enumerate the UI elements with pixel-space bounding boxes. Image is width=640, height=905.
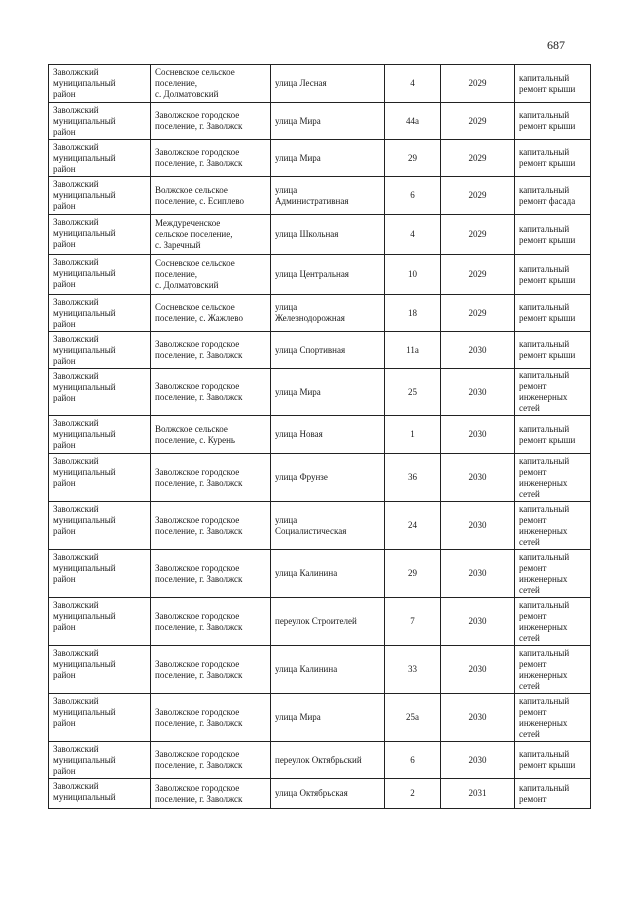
table-row: [49, 65, 591, 103]
house-cell: 4: [385, 65, 441, 103]
work-cell: капитальный ремонт крыши: [515, 215, 591, 255]
table-row: [49, 295, 591, 332]
district-cell: Заволжский муниципальный: [49, 779, 151, 809]
year-cell: 2029: [441, 295, 515, 332]
work-cell: капитальный ремонт крыши: [515, 332, 591, 369]
settlement-cell: Волжское сельское поселение, с. Курень: [151, 416, 271, 454]
house-cell: 25а: [385, 694, 441, 742]
year-cell: 2030: [441, 454, 515, 502]
settlement-cell: Заволжское городское поселение, г. Заволжск: [151, 779, 271, 809]
street-cell: переулок Строителей: [271, 598, 385, 646]
year-cell: 2030: [441, 694, 515, 742]
settlement-cell: Междуреченское сельское поселение, с. Заречный: [151, 215, 271, 255]
work-cell: капитальный ремонт крыши: [515, 103, 591, 140]
table-body: [49, 65, 591, 809]
settlement-cell: Сосневское сельское поселение, с. Долматовский: [151, 255, 271, 295]
street-cell: улица Мира: [271, 140, 385, 177]
settlement-cell: Заволжское городское поселение, г. Заволжск: [151, 140, 271, 177]
year-cell: 2030: [441, 369, 515, 416]
table-row: [49, 177, 591, 215]
house-cell: 44а: [385, 103, 441, 140]
street-cell: переулок Октябрьский: [271, 742, 385, 779]
table-row: [49, 502, 591, 550]
district-cell: Заволжский муниципальный район: [49, 646, 151, 694]
district-cell: Заволжский муниципальный район: [49, 332, 151, 369]
district-cell: Заволжский муниципальный район: [49, 140, 151, 177]
district-cell: Заволжский муниципальный район: [49, 502, 151, 550]
district-cell: Заволжский муниципальный район: [49, 103, 151, 140]
year-cell: 2030: [441, 646, 515, 694]
district-cell: Заволжский муниципальный район: [49, 550, 151, 598]
work-cell: капитальный ремонт инженерных сетей: [515, 502, 591, 550]
table-row: [49, 779, 591, 809]
street-cell: улица Школьная: [271, 215, 385, 255]
table-row: [49, 369, 591, 416]
year-cell: 2029: [441, 65, 515, 103]
house-cell: 6: [385, 177, 441, 215]
street-cell: улица Новая: [271, 416, 385, 454]
work-cell: капитальный ремонт фасада: [515, 177, 591, 215]
work-cell: капитальный ремонт крыши: [515, 255, 591, 295]
work-cell: капитальный ремонт крыши: [515, 295, 591, 332]
district-cell: Заволжский муниципальный район: [49, 65, 151, 103]
table-row: [49, 140, 591, 177]
settlement-cell: Заволжское городское поселение, г. Заволжск: [151, 369, 271, 416]
house-cell: 7: [385, 598, 441, 646]
street-cell: улица Лесная: [271, 65, 385, 103]
street-cell: улица Спортивная: [271, 332, 385, 369]
table-row: [49, 416, 591, 454]
work-cell: капитальный ремонт инженерных сетей: [515, 550, 591, 598]
work-cell: капитальный ремонт крыши: [515, 140, 591, 177]
house-cell: 36: [385, 454, 441, 502]
work-cell: капитальный ремонт крыши: [515, 65, 591, 103]
street-cell: улица Мира: [271, 103, 385, 140]
settlement-cell: Заволжское городское поселение, г. Заволжск: [151, 502, 271, 550]
house-cell: 1: [385, 416, 441, 454]
street-cell: улица Фрунзе: [271, 454, 385, 502]
work-cell: капитальный ремонт инженерных сетей: [515, 694, 591, 742]
year-cell: 2029: [441, 215, 515, 255]
house-cell: 6: [385, 742, 441, 779]
year-cell: 2030: [441, 598, 515, 646]
street-cell: улица Центральная: [271, 255, 385, 295]
district-cell: Заволжский муниципальный район: [49, 454, 151, 502]
year-cell: 2030: [441, 742, 515, 779]
house-cell: 29: [385, 140, 441, 177]
page-number: 687: [547, 38, 565, 52]
work-cell: капитальный ремонт инженерных сетей: [515, 369, 591, 416]
table-row: [49, 742, 591, 779]
house-cell: 29: [385, 550, 441, 598]
settlement-cell: Волжское сельское поселение, с. Есиплево: [151, 177, 271, 215]
settlement-cell: Заволжское городское поселение, г. Заволжск: [151, 646, 271, 694]
table-row: [49, 550, 591, 598]
year-cell: 2030: [441, 416, 515, 454]
table-row: [49, 454, 591, 502]
street-cell: улица Калинина: [271, 646, 385, 694]
settlement-cell: Заволжское городское поселение, г. Заволжск: [151, 550, 271, 598]
year-cell: 2029: [441, 177, 515, 215]
street-cell: улица Административная: [271, 177, 385, 215]
settlement-cell: Заволжское городское поселение, г. Заволжск: [151, 742, 271, 779]
street-cell: улица Социалистическая: [271, 502, 385, 550]
table-row: [49, 332, 591, 369]
settlement-cell: Заволжское городское поселение, г. Заволжск: [151, 694, 271, 742]
year-cell: 2031: [441, 779, 515, 809]
table-row: [49, 103, 591, 140]
district-cell: Заволжский муниципальный район: [49, 416, 151, 454]
street-cell: улица Железнодорожная: [271, 295, 385, 332]
work-cell: капитальный ремонт инженерных сетей: [515, 646, 591, 694]
district-cell: Заволжский муниципальный район: [49, 295, 151, 332]
year-cell: 2030: [441, 550, 515, 598]
year-cell: 2029: [441, 140, 515, 177]
street-cell: улица Октябрьская: [271, 779, 385, 809]
district-cell: Заволжский муниципальный район: [49, 598, 151, 646]
settlement-cell: Сосневское сельское поселение, с. Долматовский: [151, 65, 271, 103]
street-cell: улица Мира: [271, 369, 385, 416]
house-cell: 10: [385, 255, 441, 295]
street-cell: улица Калинина: [271, 550, 385, 598]
year-cell: 2029: [441, 103, 515, 140]
district-cell: Заволжский муниципальный район: [49, 369, 151, 416]
table-row: [49, 646, 591, 694]
table-row: [49, 215, 591, 255]
settlement-cell: Заволжское городское поселение, г. Заволжск: [151, 454, 271, 502]
district-cell: Заволжский муниципальный район: [49, 742, 151, 779]
repair-schedule-table: [48, 64, 591, 809]
settlement-cell: Заволжское городское поселение, г. Заволжск: [151, 332, 271, 369]
house-cell: 11а: [385, 332, 441, 369]
district-cell: Заволжский муниципальный район: [49, 694, 151, 742]
house-cell: 24: [385, 502, 441, 550]
year-cell: 2030: [441, 332, 515, 369]
work-cell: капитальный ремонт инженерных сетей: [515, 598, 591, 646]
street-cell: улица Мира: [271, 694, 385, 742]
table-row: [49, 598, 591, 646]
district-cell: Заволжский муниципальный район: [49, 215, 151, 255]
table-row: [49, 255, 591, 295]
work-cell: капитальный ремонт: [515, 779, 591, 809]
house-cell: 4: [385, 215, 441, 255]
work-cell: капитальный ремонт инженерных сетей: [515, 454, 591, 502]
settlement-cell: Заволжское городское поселение, г. Заволжск: [151, 598, 271, 646]
table-row: [49, 694, 591, 742]
house-cell: 25: [385, 369, 441, 416]
district-cell: Заволжский муниципальный район: [49, 177, 151, 215]
district-cell: Заволжский муниципальный район: [49, 255, 151, 295]
year-cell: 2030: [441, 502, 515, 550]
settlement-cell: Заволжское городское поселение, г. Заволжск: [151, 103, 271, 140]
work-cell: капитальный ремонт крыши: [515, 416, 591, 454]
year-cell: 2029: [441, 255, 515, 295]
house-cell: 2: [385, 779, 441, 809]
work-cell: капитальный ремонт крыши: [515, 742, 591, 779]
house-cell: 18: [385, 295, 441, 332]
settlement-cell: Сосневское сельское поселение, с. Жажлево: [151, 295, 271, 332]
house-cell: 33: [385, 646, 441, 694]
